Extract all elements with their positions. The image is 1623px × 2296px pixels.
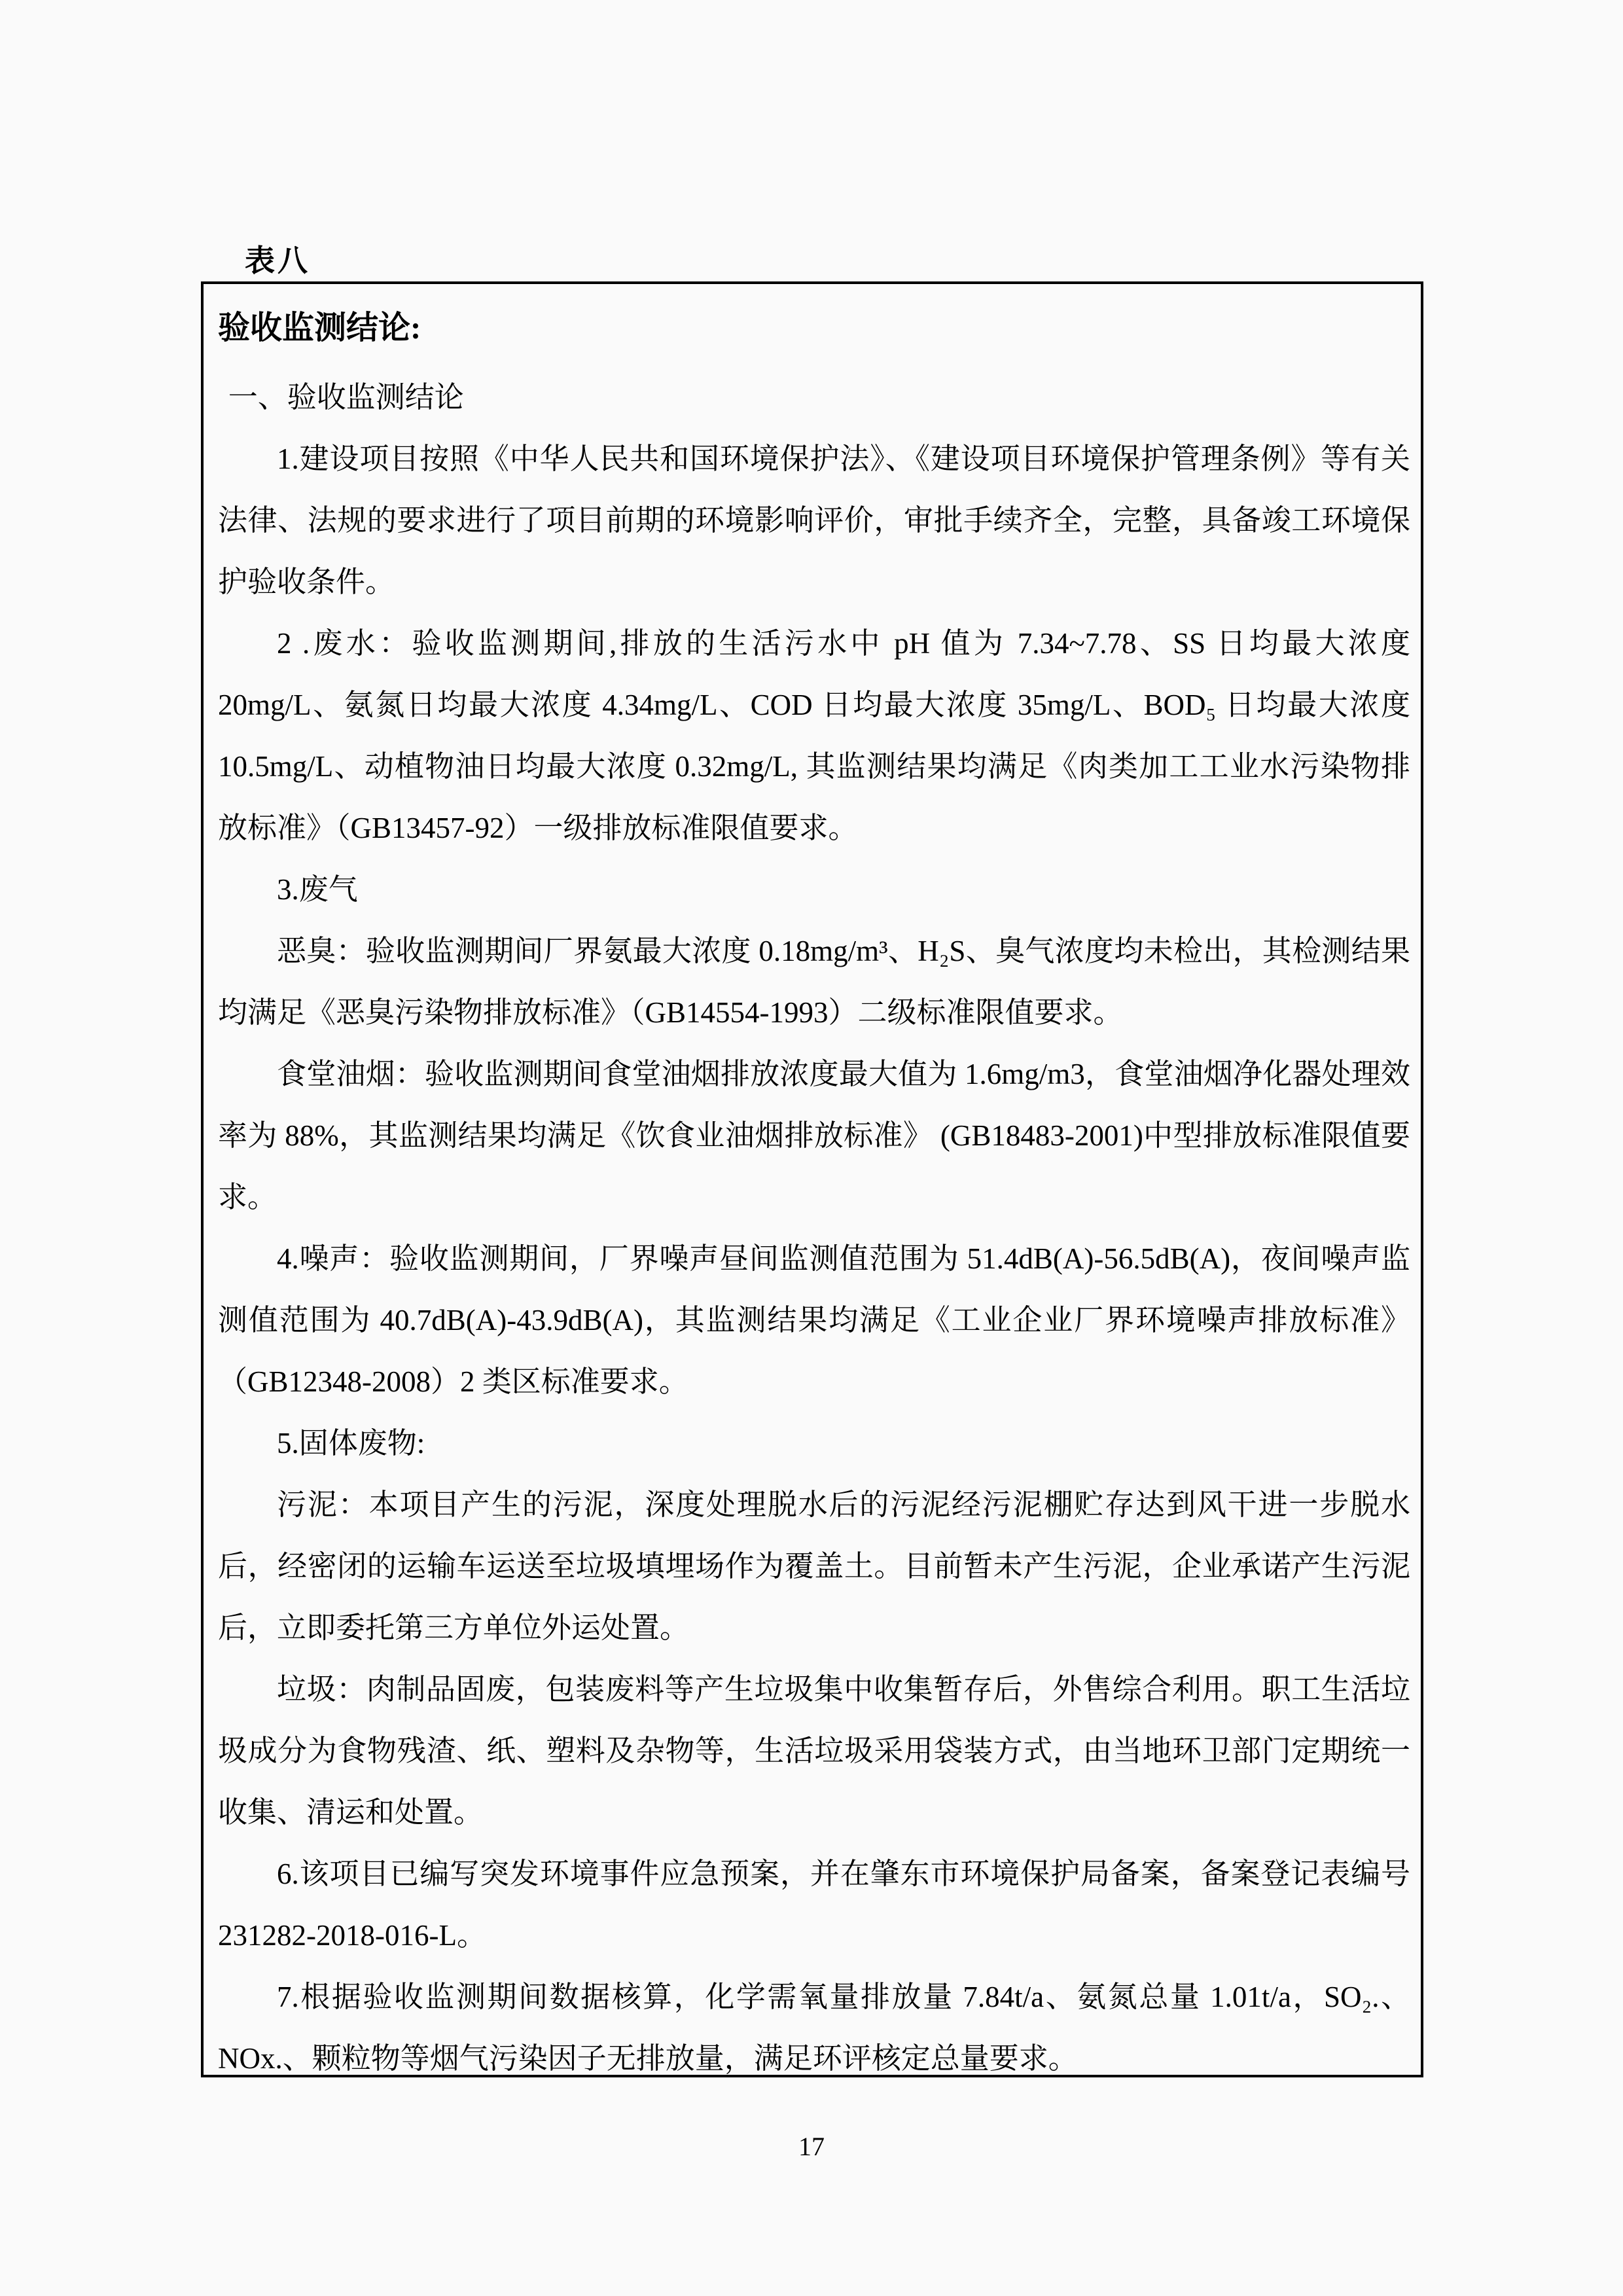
paragraph: 2 .废水：验收监测期间,排放的生活污水中 pH 值为 7.34~7.78、SS 日均最大浓度 20mg/L、氨氮日均最大浓度 4.34mg/L、COD 日均最大浓度 35mg/L、BOD₅ 日均最大浓度 10.5mg/L、动植物油日均最大浓度 0.32mg/L, 其监测结果均满足《肉类加工工业水污染物排放标准》（GB13457-92）一级排放标准限值要求。 [218,627,1410,844]
paragraph: 恶臭：验收监测期间厂界氨最大浓度 0.18mg/m³、H₂S、臭气浓度均未检出，其检测结果均满足《恶臭污染物排放标准》（GB14554-1993）二级标准限值要求。 [218,935,1410,1029]
paragraph: 污泥：本项目产生的污泥，深度处理脱水后的污泥经污泥棚贮存达到风干进一步脱水后，经密闭的运输车运送至垃圾填埋场作为覆盖土。目前暂未产生污泥，企业承诺产生污泥后，立即委托第三方单位外运处置。 [218,1488,1410,1644]
paragraph: 垃圾：肉制品固废，包装废料等产生垃圾集中收集暂存后，外售综合利用。职工生活垃圾成分为食物残渣、纸、塑料及杂物等，生活垃圾采用袋装方式，由当地环卫部门定期统一收集、清运和处置。 [218,1673,1410,1829]
paragraph: 5.固体废物: [277,1427,425,1460]
page-number: 17 [798,2132,825,2161]
paragraph: 3.废气 [277,873,358,906]
table-title: 验收监测结论: [218,310,421,346]
table-body [218,367,1410,2089]
sheet-label: 表八 [245,244,310,278]
paragraph: 4.噪声：验收监测期间，厂界噪声昼间监测值范围为 51.4dB(A)-56.5dB(A)，夜间噪声监测值范围为 40.7dB(A)-43.9dB(A)，其监测结果均满足《工业企业厂界环境噪声排放标准》（GB12348-2008）2 类区标准要求。 [218,1242,1410,1398]
paragraph: 食堂油烟：验收监测期间食堂油烟排放浓度最大值为 1.6mg/m3，食堂油烟净化器处理效率为 88%，其监测结果均满足《饮食业油烟排放标准》 (GB18483-2001)中型排放标准限值要求。 [218,1058,1410,1213]
paragraph: 6.该项目已编写突发环境事件应急预案，并在肇东市环境保护局备案，备案登记表编号231282-2018-016-L。 [218,1857,1410,1952]
conclusion-table [201,281,1423,2077]
paragraph: 1.建设项目按照《中华人民共和国环境保护法》、《建设项目环境保护管理条例》等有关法律、法规的要求进行了项目前期的环境影响评价，审批手续齐全，完整，具备竣工环境保护验收条件。 [218,442,1410,598]
paragraph: 7.根据验收监测期间数据核算，化学需氧量排放量 7.84t/a、氨氮总量 1.01t/a，SO₂.、NOx.、颗粒物等烟气污染因子无排放量，满足环评核定总量要求。 [218,1981,1410,2075]
paragraph: 一、验收监测结论 [228,381,464,414]
